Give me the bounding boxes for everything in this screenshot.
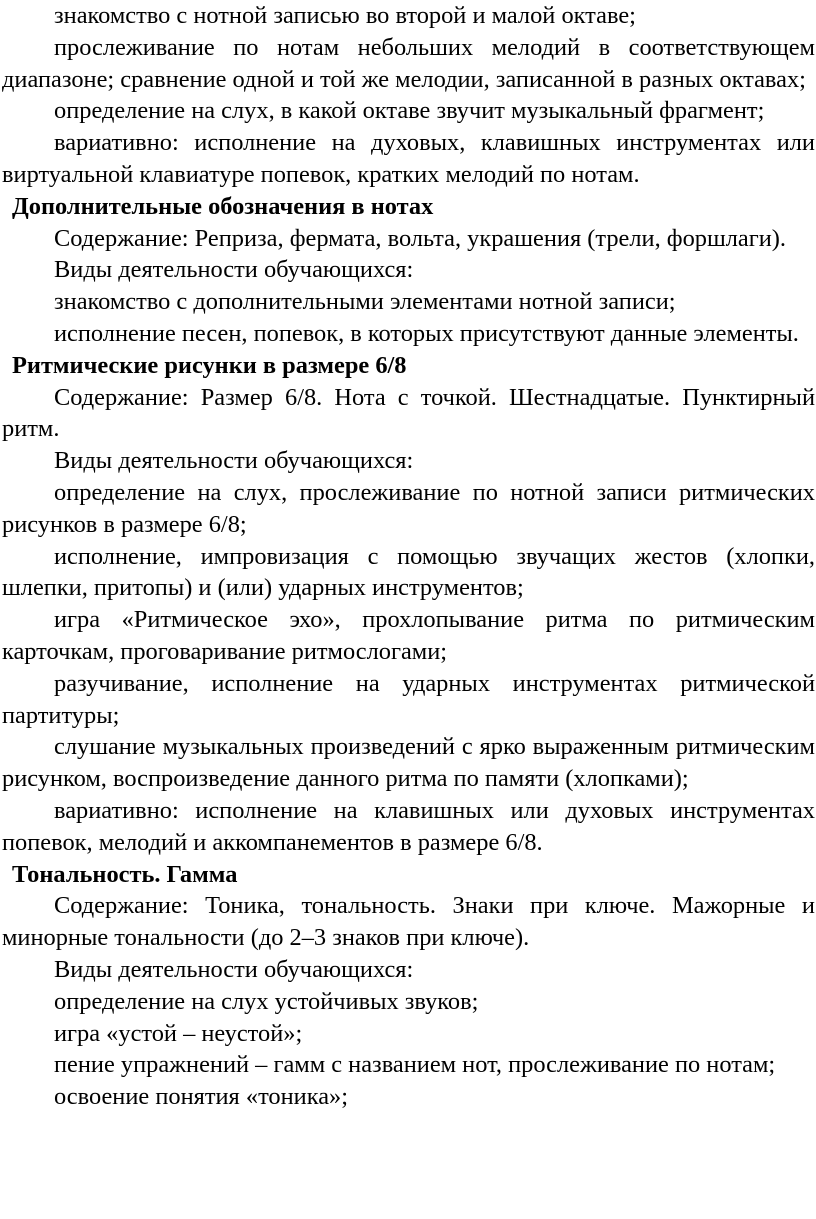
paragraph-rhythm-by-ear: определение на слух, прослеживание по нотной записи ритмических рисунков в размере 6/8; — [2, 478, 815, 538]
paragraph-octave-by-ear: определение на слух, в какой октаве звучит музыкальный фрагмент; — [54, 97, 765, 125]
paragraph-tonic-concept: освоение понятия «тоника»; — [54, 1083, 348, 1111]
paragraph-rhythm-echo: игра «Ритмическое эхо», прохлопывание ритма по ритмическим карточкам, проговаривание ритмослогами; — [2, 606, 815, 665]
paragraph-percussion-score: разучивание, исполнение на ударных инструментах ритмической партитуры; — [2, 669, 815, 729]
paragraph-octave-notation: знакомство с нотной записью во второй и малой октаве; — [54, 2, 636, 29]
paragraph-content-rhythm: Содержание: Размер 6/8. Нота с точкой. Шестнадцатые. Пунктирный ритм. — [2, 383, 815, 443]
paragraph-activities-notation: Виды деятельности обучающихся: — [54, 256, 414, 284]
paragraph-improvisation: исполнение, импровизация с помощью звучащих жестов (хлопки, шлепки, притопы) и (или) ударных инструментов; — [2, 542, 815, 602]
heading-rhythm-68: Ритмические рисунки в размере 6/8 — [12, 351, 407, 379]
paragraph-stable-game: игра «устой – неустой»; — [54, 1019, 303, 1047]
paragraph-melody-tracking: прослеживание по нотам небольших мелодий в соответствующем диапазоне; сравнение одной и той же мелодии, записанной в разных октавах; — [2, 33, 815, 93]
paragraph-listening-rhythm: слушание музыкальных произведений с ярко выраженным ритмическим рисунком, воспроизведение данного ритма по памяти (хлопками); — [2, 733, 815, 793]
heading-additional-notation: Дополнительные обозначения в нотах — [12, 192, 434, 220]
paragraph-activities-tonality: Виды деятельности обучающихся: — [54, 955, 414, 983]
paragraph-activities-rhythm: Виды деятельности обучающихся: — [54, 447, 414, 475]
paragraph-content-notation: Содержание: Реприза, фермата, вольта, украшения (трели, форшлаги). — [54, 224, 787, 252]
paragraph-stable-sounds: определение на слух устойчивых звуков; — [54, 987, 479, 1015]
paragraph-scale-singing: пение упражнений – гамм с названием нот, прослеживание по нотам; — [54, 1051, 776, 1079]
paragraph-songs-with-elements: исполнение песен, попевок, в которых присутствуют данные элементы. — [54, 319, 799, 347]
paragraph-content-tonality: Содержание: Тоника, тональность. Знаки при ключе. Мажорные и минорные тональности (до 2–3 знаков при ключе). — [2, 892, 815, 952]
paragraph-instrument-performance: вариативно: исполнение на духовых, клавишных инструментах или виртуальной клавиатуре попевок, кратких мелодий по нотам. — [2, 129, 815, 188]
paragraph-accompaniments: вариативно: исполнение на клавишных или духовых инструментах попевок, мелодий и аккомпанементов в размере 6/8. — [2, 796, 815, 856]
paragraph-notation-elements: знакомство с дополнительными элементами нотной записи; — [54, 288, 676, 316]
heading-tonality-scale: Тональность. Гамма — [12, 860, 238, 888]
